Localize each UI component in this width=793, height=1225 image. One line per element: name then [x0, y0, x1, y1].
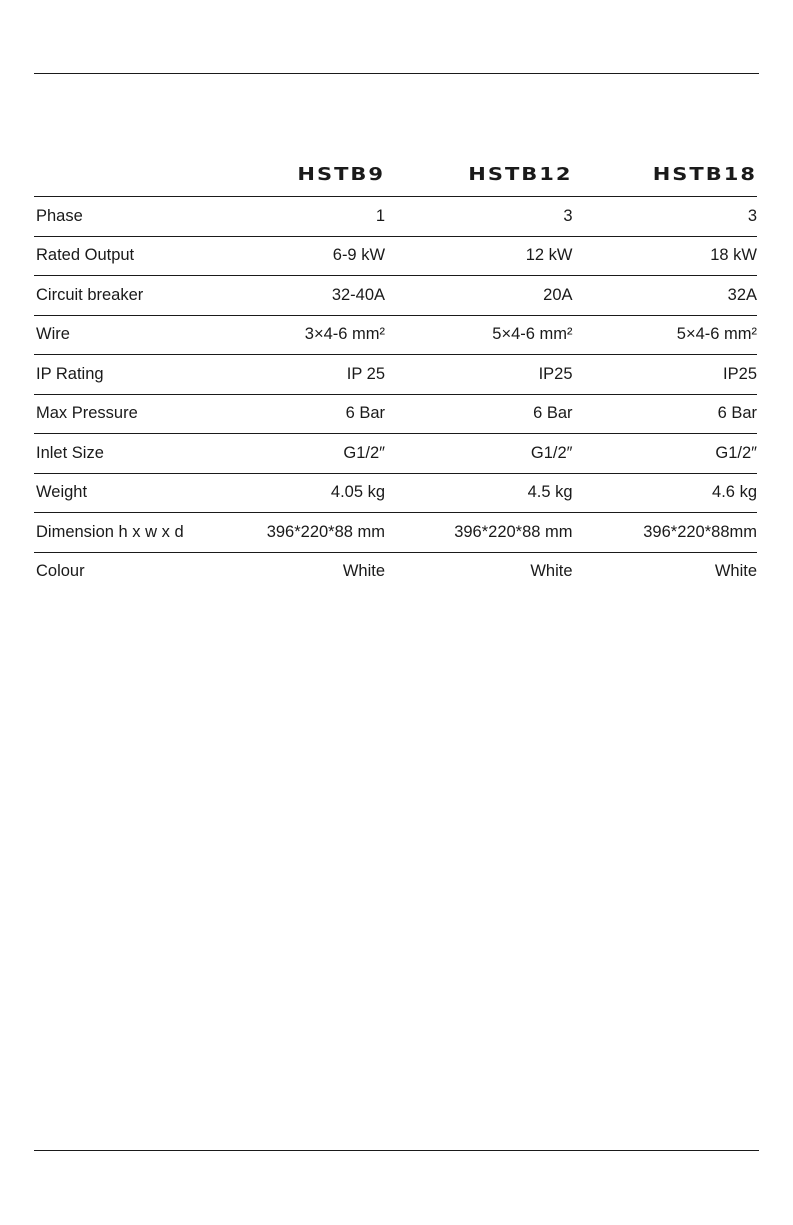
table-row [34, 553, 757, 592]
cell-value: 5×4-6 mm² [492, 325, 573, 344]
header-divider [34, 73, 759, 74]
table-row [34, 316, 757, 356]
cell-value: 1 [375, 206, 386, 225]
row-label: Dimension h x w x d [36, 522, 184, 541]
row-label: Max Pressure [36, 404, 138, 423]
footer-divider [34, 1150, 759, 1151]
cell-value: 18 kW [710, 246, 757, 265]
model-heading: HSTB18 [652, 163, 757, 185]
model-heading: HSTB12 [468, 163, 573, 185]
table-row [34, 276, 757, 316]
cell-value: 5×4-6 mm² [676, 325, 757, 344]
cell-value: IP25 [538, 364, 573, 383]
row-label: Inlet Size [36, 443, 104, 462]
model-heading: HSTB9 [297, 163, 386, 185]
table-row [34, 355, 757, 395]
table-row [34, 513, 757, 553]
table-row [34, 395, 757, 435]
cell-value: IP 25 [346, 364, 386, 383]
cell-value: 12 kW [525, 246, 573, 265]
table-row [34, 434, 757, 474]
cell-value: 3 [563, 206, 573, 225]
cell-value: 20A [543, 285, 573, 304]
cell-value: 32A [727, 285, 757, 304]
cell-value: 6 Bar [345, 404, 386, 423]
cell-value: 396*220*88 mm [454, 522, 573, 541]
cell-value: IP25 [723, 364, 757, 383]
table-row [34, 197, 757, 237]
cell-value: White [342, 562, 386, 581]
cell-value: White [714, 562, 757, 581]
spec-table [34, 150, 757, 591]
row-label: Wire [36, 325, 70, 344]
cell-value: G1/2″ [530, 443, 573, 462]
cell-value: 6 Bar [717, 404, 757, 423]
cell-value: G1/2″ [715, 443, 757, 462]
row-label: Weight [36, 483, 88, 502]
row-label: Phase [36, 206, 83, 225]
cell-value: 3×4-6 mm² [304, 325, 386, 344]
cell-value: 3 [747, 206, 757, 225]
cell-value: 4.05 kg [330, 483, 386, 502]
row-label: Circuit breaker [36, 285, 144, 304]
row-label: Colour [36, 562, 85, 581]
row-label: IP Rating [36, 364, 104, 383]
table-row [34, 474, 757, 514]
table-row [34, 237, 757, 277]
cell-value: 4.6 kg [712, 483, 757, 502]
table-header [34, 150, 757, 197]
cell-value: White [530, 562, 573, 581]
cell-value: G1/2″ [343, 443, 386, 462]
cell-value: 32-40A [331, 285, 386, 304]
cell-value: 4.5 kg [527, 483, 573, 502]
cell-value: 6-9 kW [332, 246, 386, 265]
cell-value: 6 Bar [533, 404, 573, 423]
cell-value: 396*220*88 mm [266, 522, 386, 541]
row-label: Rated Output [36, 246, 135, 265]
cell-value: 396*220*88mm [643, 522, 757, 541]
